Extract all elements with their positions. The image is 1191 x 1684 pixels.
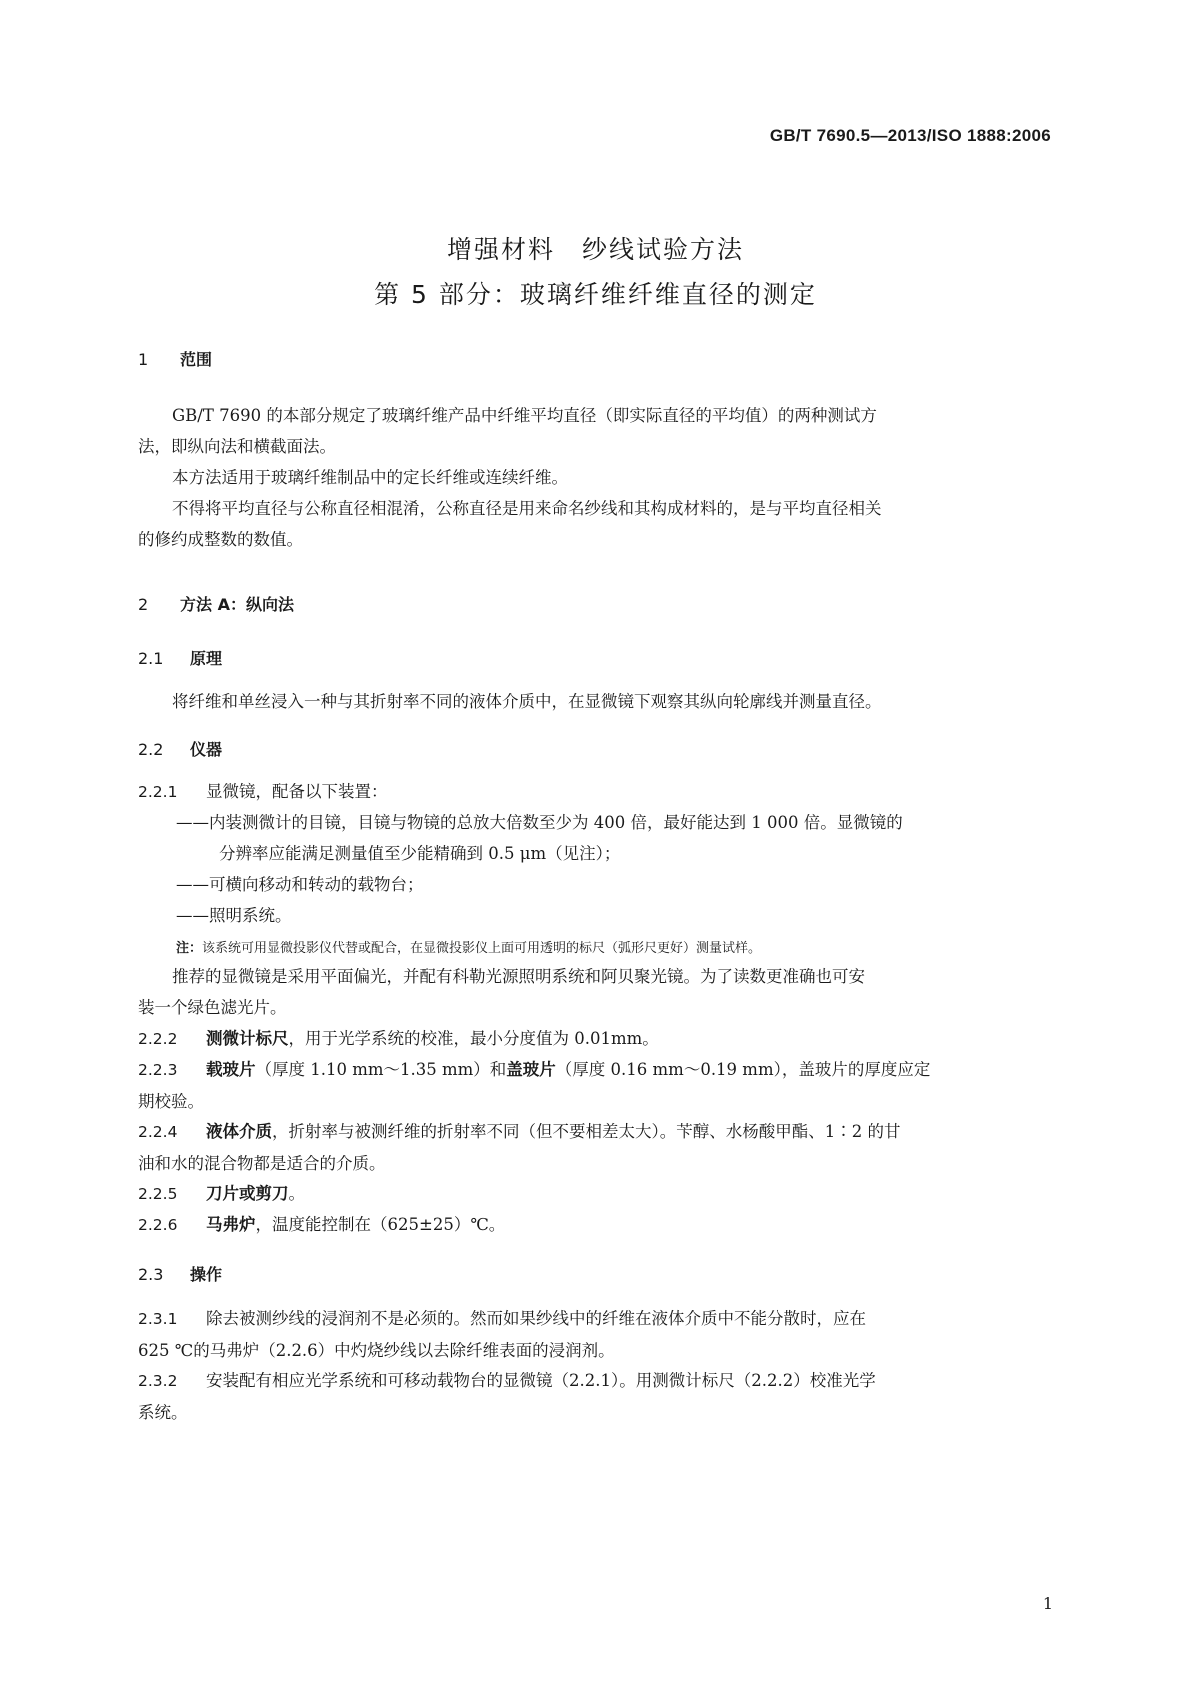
section-title: 方法 A：纵向法 — [180, 595, 294, 614]
clause-2-2-5 — [138, 1178, 1060, 1210]
clause-2-2-6 — [138, 1209, 1060, 1241]
section-title: 原理 — [190, 649, 223, 668]
section-number: 2.3 — [138, 1265, 164, 1284]
note — [176, 937, 1060, 956]
clause-number: 2.2.6 — [138, 1216, 178, 1234]
section-number: 2 — [138, 595, 149, 614]
text-line: 将纤维和单丝浸入一种与其折射率不同的液体介质中，在显微镜下观察其纵向轮廓线并测量直径。 — [172, 692, 882, 711]
title-line-2: 第 5 部分：玻璃纤维纤维直径的测定 — [374, 280, 817, 309]
section-2-heading — [138, 592, 294, 615]
dash-item-illumination: ——照明系统。 — [176, 906, 292, 925]
section-number: 1 — [138, 350, 149, 369]
clause-text: （厚度 0.16 mm～0.19 mm），盖玻片的厚度应定 — [555, 1060, 931, 1079]
clause-number: 2.2.3 — [138, 1061, 178, 1079]
section-number: 2.2 — [138, 740, 164, 759]
dash-item-stage: ——可横向移动和转动的载物台； — [176, 875, 424, 894]
principle-paragraph — [138, 686, 1060, 717]
section-title: 范围 — [180, 350, 213, 369]
recommendation-paragraph — [138, 961, 1060, 1023]
dash-item-continuation: 分辨率应能满足测量值至少能精确到 0.5 μm（见注）； — [219, 844, 621, 863]
clause-text: ，折射率与被测纤维的折射率不同（但不要相差太大）。苄醇、水杨酸甲酯、1∶2 的甘 — [272, 1122, 901, 1141]
clause-2-2-2 — [138, 1023, 1060, 1055]
section-2-1-heading — [138, 646, 222, 669]
page-number: 1 — [1042, 1594, 1053, 1613]
text-line: 不得将平均直径与公称直径相混淆，公称直径是用来命名纱线和其构成材料的，是与平均直径相关 — [172, 499, 882, 518]
text-line: 油和水的混合物都是适合的介质。 — [138, 1154, 386, 1173]
clause-text: ，用于光学系统的校准，最小分度值为 0.01mm。 — [288, 1029, 659, 1048]
clause-text: ，温度能控制在（625±25）℃。 — [255, 1215, 506, 1234]
section-1-heading — [138, 347, 212, 370]
clause-term: 载玻片 — [206, 1060, 256, 1079]
section-2-2-heading — [138, 737, 222, 760]
clause-number: 2.2.4 — [138, 1123, 178, 1141]
clause-number: 2.3.1 — [138, 1310, 178, 1328]
text-line: GB/T 7690 的本部分规定了玻璃纤维产品中纤维平均直径（即实际直径的平均值）的两种测试方 — [172, 406, 877, 425]
text-line: 推荐的显微镜是采用平面偏光，并配有科勒光源照明系统和阿贝聚光镜。为了读数更准确也可安 — [172, 967, 865, 986]
text-line: 期校验。 — [138, 1092, 204, 1111]
clause-text: 安装配有相应光学系统和可移动载物台的显微镜（2.2.1）。用测微计标尺（2.2.2）校准光学 — [206, 1371, 876, 1390]
title-line-1: 增强材料 纱线试验方法 — [446, 235, 744, 264]
section-title: 操作 — [190, 1265, 223, 1284]
note-text: 该系统可用显微投影仪代替或配合，在显微投影仪上面可用透明的标尺（弧形尺更好）测量试样。 — [202, 941, 762, 956]
clause-2-2-1 — [138, 776, 1060, 808]
clause-term: 测微计标尺 — [206, 1029, 289, 1048]
clause-number: 2.2.2 — [138, 1030, 178, 1048]
clause-number: 2.3.2 — [138, 1372, 178, 1390]
clause-term: 盖玻片 — [506, 1060, 556, 1079]
clause-term: 液体介质 — [206, 1122, 272, 1141]
clause-text: 显微镜，配备以下装置： — [206, 782, 388, 801]
standard-code: GB/T 7690.5—2013/ISO 1888:2006 — [769, 126, 1051, 145]
clause-text: 。 — [288, 1184, 305, 1203]
clause-2-2-4 — [138, 1116, 1060, 1179]
scope-paragraph-1 — [138, 400, 1060, 555]
clause-2-2-3 — [138, 1054, 1060, 1117]
section-2-3-heading — [138, 1262, 222, 1285]
section-number: 2.1 — [138, 649, 164, 668]
text-line: 法，即纵向法和横截面法。 — [138, 437, 336, 456]
section-title: 仪器 — [190, 740, 223, 759]
clause-number: 2.2.1 — [138, 783, 178, 801]
clause-2-3-2 — [138, 1365, 1060, 1428]
clause-term: 马弗炉 — [206, 1215, 256, 1234]
clause-number: 2.2.5 — [138, 1185, 178, 1203]
clause-2-3-1 — [138, 1303, 1060, 1366]
clause-text: （厚度 1.10 mm～1.35 mm）和 — [255, 1060, 507, 1079]
note-label: 注： — [176, 941, 203, 956]
dash-item-eyepiece: ——内装测微计的目镜，目镜与物镜的总放大倍数至少为 400 倍，最好能达到 1 000 倍。显微镜的 — [176, 813, 903, 832]
text-line: 装一个绿色滤光片。 — [138, 998, 287, 1017]
clause-term: 刀片或剪刀 — [206, 1184, 289, 1203]
text-line: 的修约成整数的数值。 — [138, 530, 303, 549]
scope-paragraph-2: 本方法适用于玻璃纤维制品中的定长纤维或连续纤维。 — [172, 468, 568, 487]
text-line: 625 ℃的马弗炉（2.2.6）中灼烧纱线以去除纤维表面的浸润剂。 — [138, 1341, 615, 1360]
text-line: 系统。 — [138, 1403, 188, 1422]
clause-text: 除去被测纱线的浸润剂不是必须的。然而如果纱线中的纤维在液体介质中不能分散时，应在 — [206, 1309, 866, 1328]
